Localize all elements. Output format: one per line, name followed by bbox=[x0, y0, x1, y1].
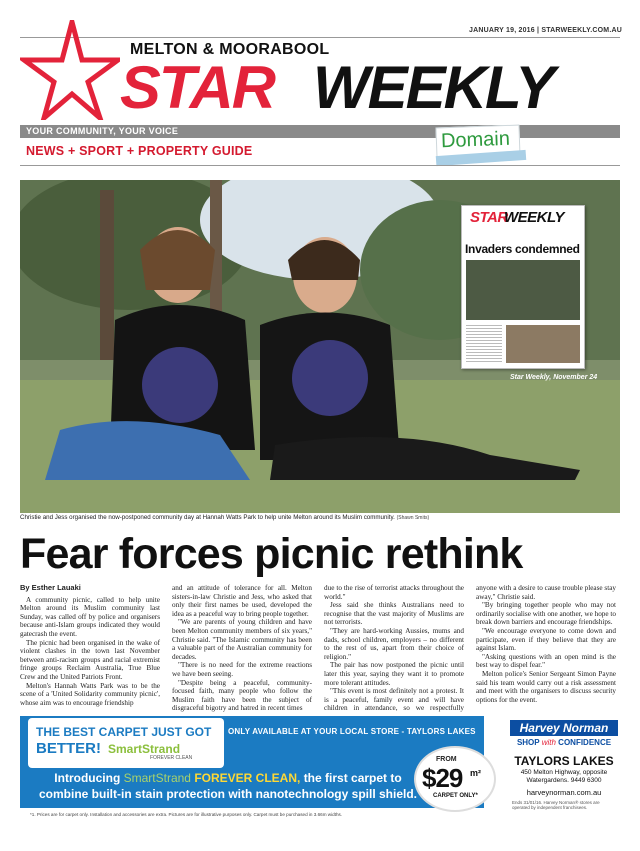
forever-clean-small: FOREVER CLEAN bbox=[150, 755, 193, 761]
paragraph: "Asking questions with an open mind is the best way to dispel fear." bbox=[476, 652, 616, 670]
paragraph: The pair has now postponed the picnic until later this year, saying they want it to promote more tolerant attitudes. bbox=[324, 661, 464, 687]
byline: By Esther Lauaki bbox=[20, 583, 81, 592]
price-value: $29 bbox=[422, 763, 463, 793]
paragraph: anyone with a desire to cause trouble please stay away," Christie said. bbox=[476, 584, 616, 601]
masthead-title-weekly: WEEKLY bbox=[313, 54, 554, 121]
ad-disclaimer: *1. Prices are for carpet only. Installation and accessories are extra. Pictures are for illustrative purposes only. Carpet must be purchased in 3.66m widths. bbox=[30, 812, 343, 817]
inset-caption: Star Weekly, November 24 bbox=[510, 374, 598, 381]
ad-slogan-line1: THE BEST CARPET JUST GOT bbox=[36, 725, 212, 739]
paragraph: "By bringing together people who may not ordinarily socialise with one another, we hope to break down barriers and encourage friendships. bbox=[476, 601, 616, 627]
store-name: TAYLORS LAKES bbox=[514, 754, 614, 768]
ad-availability: ONLY AVAILABLE AT YOUR LOCAL STORE - TAYLORS LAKES bbox=[228, 727, 476, 736]
inset-text-column bbox=[466, 325, 502, 363]
paragraph: Melton's Hannah Watts Park was to be the scene of a 'United Solidarity community picnic', whose aim was to encourage friendship bbox=[20, 681, 160, 707]
tagline: YOUR COMMUNITY, YOUR VOICE bbox=[26, 126, 179, 136]
article-column-4 bbox=[476, 584, 616, 704]
issue-date: JANUARY 19, 2016 | STARWEEKLY.COM.AU bbox=[469, 27, 622, 34]
article-column-2 bbox=[172, 584, 312, 713]
store-url[interactable]: harveynorman.com.au bbox=[526, 788, 602, 797]
price-note: CARPET ONLY* bbox=[433, 793, 478, 799]
region-name: MELTON & MOORABOOL bbox=[130, 41, 330, 58]
store-address: 450 Melton Highway, opposite Watergardens. 9449 6300 bbox=[520, 769, 608, 784]
paragraph: "We encourage everyone to come down and participate, even if they believe that they are against Islam. bbox=[476, 626, 616, 653]
inset-photo-secondary bbox=[506, 325, 580, 363]
nav-rule bbox=[20, 165, 620, 166]
masthead-title-star: STAR bbox=[120, 54, 274, 121]
paragraph: "We are parents of young children and have been Melton community members of six years," Christie said. "The Islamic community has been a valuable part of the Australian community for decades. bbox=[172, 618, 312, 661]
paragraph: The picnic had been organised in the wake of violent clashes in the town last November between anti-racism groups and racial extremist fringe groups Reclaim Australia, True Blue Crew and the United Patriots Front. bbox=[20, 638, 160, 681]
paragraph: Melton police's Senior Sergeant Simon Payne said his team would carry out a risk assessment and meet with the organisers to discuss security options for the event. bbox=[476, 669, 616, 704]
inset-photo bbox=[466, 260, 580, 320]
photo-caption: Christie and Jess organised the now-postponed community day at Hannah Watts Park to help unite Melton around its Muslim community. (Shawn Smits) bbox=[20, 514, 430, 521]
harvey-norman-logo: Harvey Norman bbox=[510, 720, 618, 736]
price-from: FROM bbox=[436, 756, 457, 763]
domain-label: Domain bbox=[440, 127, 511, 153]
paragraph: Jess said she thinks Australians need to recognise that the vast majority of Muslims are not terrorists. bbox=[324, 601, 464, 627]
inset-logo-star: STAR bbox=[470, 209, 508, 226]
ad-slogan-line2: BETTER! bbox=[36, 740, 101, 757]
paragraph: A community picnic, called to help unite Melton around its Muslim community last Sunday, was called off by police and organisers because anti-Islam groups indicated they would gatecrash the event. bbox=[20, 595, 160, 638]
inset-logo-weekly: WEEKLY bbox=[504, 209, 565, 226]
paragraph: due to the rise of terrorist attacks throughout the world." bbox=[324, 584, 464, 601]
paragraph: "Despite being a peaceful, community-focused faith, many people who follow the Muslim faith have been the subject of disgraceful bigotry and hatred in recent times bbox=[172, 678, 312, 713]
shop-with-confidence: SHOP with CONFIDENCE bbox=[516, 738, 612, 747]
paragraph: "This event is most definitely not a protest. It is a peaceful, family event and will have children in attendance, so we respectfully bbox=[324, 687, 464, 713]
photo-credit: (Shawn Smits) bbox=[396, 515, 430, 521]
ad-intro-text: Introducing SmartStrand FOREVER CLEAN, the first carpet to combine built-in stain protection with nanotechnology spill shield. bbox=[38, 771, 417, 801]
article-column-3 bbox=[324, 584, 464, 722]
article-column-1 bbox=[20, 584, 160, 707]
store-fine-print: Ends 31/01/16. Harvey Norman® stores are operated by independent franchisees. bbox=[512, 800, 600, 810]
paragraph: and an attitude of tolerance for all. Melton sisters-in-law Christie and Jess, who asked that only their first names be used, developed the idea as a peaceful way to bring people together. bbox=[172, 584, 312, 618]
smartstrand-logo: SmartStrand bbox=[108, 742, 181, 756]
inset-headline: Invaders condemned bbox=[465, 242, 580, 256]
article-headline: Fear forces picnic rethink bbox=[20, 530, 523, 578]
section-nav[interactable]: NEWS + SPORT + PROPERTY GUIDE bbox=[26, 144, 253, 158]
star-logo-icon bbox=[20, 20, 120, 120]
price-unit: m² bbox=[470, 768, 481, 778]
paragraph: "There is no need for the extreme reactions we have been seeing. bbox=[172, 661, 312, 678]
paragraph: "They are hard-working Aussies, mums and dads, school children, employers – no different to the rest of us, apart from their choice of religion." bbox=[324, 626, 464, 661]
